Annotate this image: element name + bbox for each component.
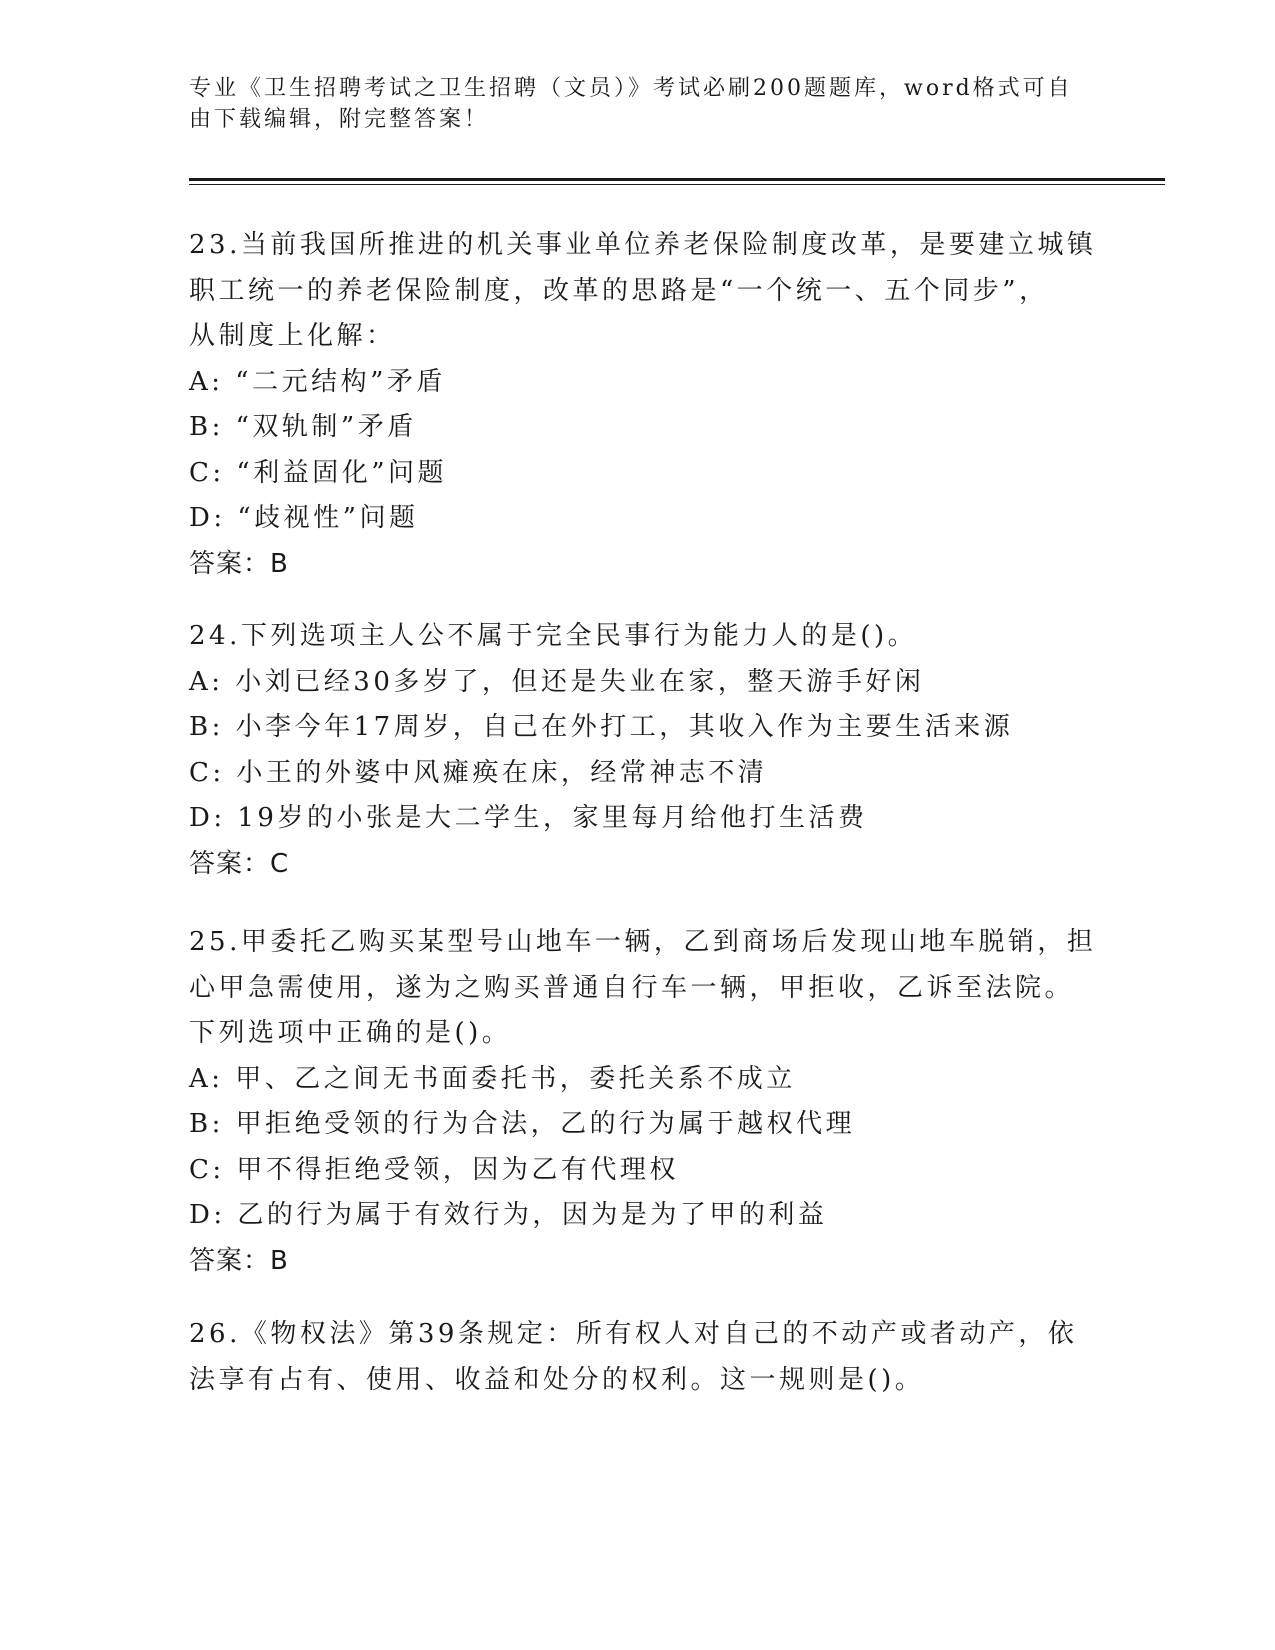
question-stem-line: 法享有占有、使用、收益和处分的权利。这一规则是()。 — [189, 1364, 925, 1395]
question-stem-line: 26.《物权法》第39条规定：所有权人对自己的不动产或者动产，依 — [189, 1319, 1078, 1349]
option-d: D: 19岁的小张是大二学生，家里每月给他打生活费 — [189, 803, 868, 833]
question-stem-line: 25.甲委托乙购买某型号山地车一辆，乙到商场后发现山地车脱销，担 — [189, 927, 1097, 957]
option-a: A: 小刘已经30多岁了，但还是失业在家，整天游手好闲 — [189, 666, 925, 697]
question-stem-line: 24.下列选项主人公不属于完全民事行为能力人的是()。 — [189, 621, 918, 651]
header-title-line-1: 专业《卫生招聘考试之卫生招聘（文员）》考试必刷200题题库，word格式可自 — [189, 76, 1073, 101]
header-divider-thick — [189, 178, 1165, 181]
header-divider-thin — [189, 184, 1165, 185]
option-b: B: 小李今年17周岁，自己在外打工，其收入作为主要生活来源 — [189, 712, 1014, 742]
question-stem-line: 下列选项中正确的是()。 — [189, 1018, 512, 1048]
question-24 — [189, 614, 1189, 887]
option-b: B: “双轨制”矛盾 — [189, 412, 417, 442]
question-23 — [189, 223, 1189, 587]
answer-line: 答案：B — [189, 548, 289, 579]
question-stem-line: 23.当前我国所推进的机关事业单位养老保险制度改革，是要建立城镇 — [189, 230, 1097, 260]
option-a: A: “二元结构”矛盾 — [189, 366, 446, 397]
document-header — [189, 73, 1089, 135]
answer-line: 答案：C — [189, 848, 290, 879]
option-b: B: 甲拒绝受领的行为合法，乙的行为属于越权代理 — [189, 1109, 856, 1139]
question-stem-line: 从制度上化解： — [189, 321, 396, 351]
question-25 — [189, 920, 1189, 1284]
header-title-line-2: 由下载编辑，附完整答案！ — [189, 107, 490, 132]
option-a: A: 甲、乙之间无书面委托书，委托关系不成立 — [189, 1063, 796, 1094]
option-c: C: 小王的外婆中风瘫痪在床，经常神志不清 — [189, 757, 768, 788]
question-26 — [189, 1312, 1189, 1403]
option-c: C: “利益固化”问题 — [189, 457, 448, 488]
option-d: D: “歧视性”问题 — [189, 503, 419, 533]
option-d: D: 乙的行为属于有效行为，因为是为了甲的利益 — [189, 1200, 828, 1230]
option-c: C: 甲不得拒绝受领，因为乙有代理权 — [189, 1154, 679, 1185]
question-stem-line: 职工统一的养老保险制度，改革的思路是“一个统一、五个同步”， — [189, 275, 1049, 306]
question-stem-line: 心甲急需使用，遂为之购买普通自行车一辆，甲拒收，乙诉至法院。 — [189, 972, 1075, 1003]
answer-line: 答案：B — [189, 1245, 289, 1276]
